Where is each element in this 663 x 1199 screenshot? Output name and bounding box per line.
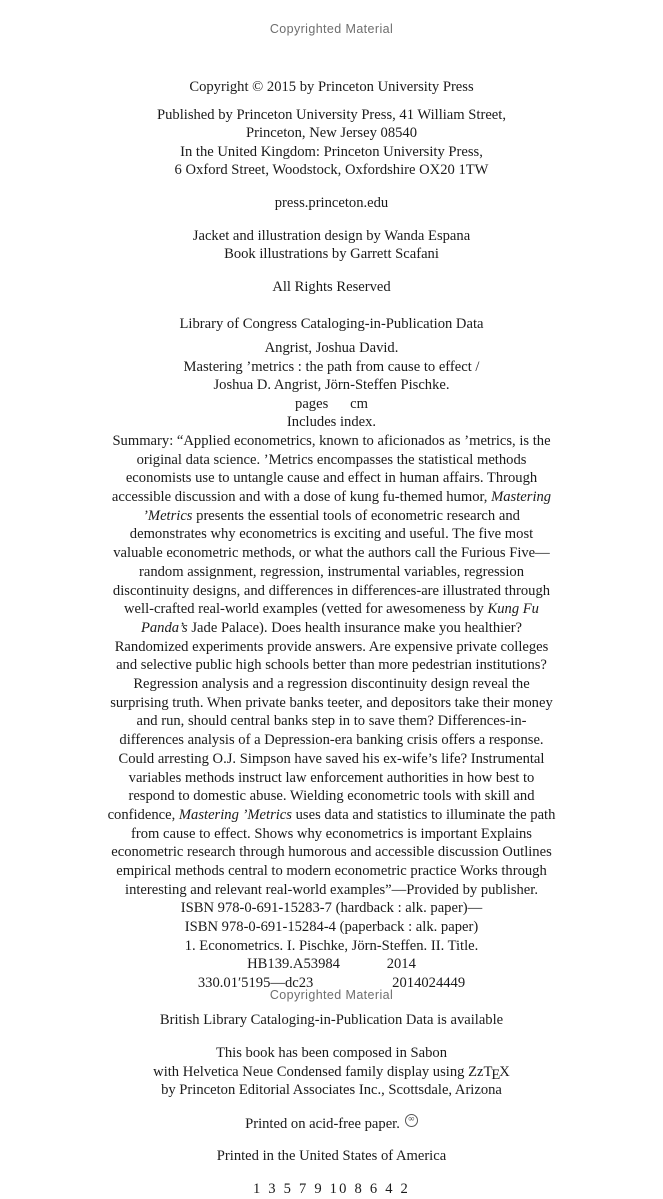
tex-logo-e: E — [491, 1066, 501, 1083]
page-content — [0, 78, 663, 1199]
watermark-top: Copyrighted Material — [269, 22, 394, 36]
summary-text-c: Jade Palace). Does health insurance make you healthier? Randomized experiments provide answers. Are expensive private colleges and selective public high schools better than more pedestrian institutions? Regression analysis and a regression discontinuity design reveal the surprising truth. When private banks teeter, and depositors take their money and run, should central banks step in to save them? Differences-in-differences analysis of a Depression-era banking crisis offers a response. Could arresting O.J. Simpson have saved his ex-wife’s life? Instrumental variables methods instruct law enforcement authorities in how best to respond to domestic abuse. Wielding econometric tools with skill and confidence, — [107, 619, 553, 823]
credits-block — [0, 227, 663, 264]
summary-italic-title-1: Mastering ’Metrics — [143, 489, 552, 524]
publisher-block — [0, 106, 663, 180]
copyright-statement: Copyright © 2015 by Princeton University Press — [189, 79, 474, 95]
composition-line-2 — [0, 1063, 663, 1082]
call-number: HB139.A53984 — [247, 956, 340, 973]
lccn-number: 2014024449 — [392, 974, 466, 991]
acid-free-paper-note — [0, 1114, 663, 1134]
illustration-credit: Book illustrations by Garrett Scafani — [224, 246, 439, 263]
dewey-number: 330.01′5195—dc23 — [197, 974, 314, 991]
publisher-line-2: Princeton, New Jersey 08540 — [245, 125, 418, 142]
publisher-line-4: 6 Oxford Street, Woodstock, Oxfordshire OX20 1TW — [174, 162, 489, 179]
publisher-website[interactable]: press.princeton.edu — [274, 194, 389, 211]
composition-line-2-text: with Helvetica Neue Condensed family display using ZzT — [153, 1063, 493, 1080]
loc-title: Mastering ’metrics : the path from cause to effect / — [183, 358, 480, 375]
composition-line-1: This book has been composed in Sabon — [215, 1045, 448, 1062]
printed-in-note: Printed in the United States of America — [216, 1148, 447, 1165]
summary-text-d: uses data and statistics to illuminate the path from cause to effect. Shows why econometrics is important Explains econometric research through humorous and accessible discussion Outlines empirical methods central to modern econometric practice Works through interesting and relevant real-world examples”—Provided by publisher. — [111, 806, 556, 898]
summary-italic-title-2: Kung Fu Panda’s — [140, 601, 539, 636]
watermark-bottom: Copyrighted Material — [269, 988, 394, 1002]
circled-infinity-icon — [405, 1114, 418, 1127]
british-library-note: British Library Cataloging-in-Publication Data is available — [159, 1012, 504, 1029]
isbn-paperback: ISBN 978-0-691-15284-4 (paperback : alk. paper) — [184, 919, 479, 936]
loc-author: Angrist, Joshua David. — [264, 339, 399, 356]
publisher-line-3: In the United Kingdom: Princeton University Press, — [180, 143, 483, 160]
summary-paragraph — [106, 432, 558, 900]
isbn-block — [0, 899, 663, 936]
jacket-design-credit: Jacket and illustration design by Wanda Espana — [192, 227, 471, 244]
acid-free-text: Printed on acid-free paper. — [245, 1115, 400, 1132]
publisher-line-1: Published by Princeton University Press, 41 William Street, — [157, 106, 506, 123]
subject-headings: 1. Econometrics. I. Pischke, Jörn-Steffen. II. Title. — [184, 937, 479, 954]
composition-line-3: by Princeton Editorial Associates Inc., Scottsdale, Arizona — [161, 1082, 502, 1099]
tex-logo-x: X — [499, 1063, 510, 1080]
composition-block — [0, 1044, 663, 1100]
pages-unit: cm — [350, 395, 368, 412]
summary-block — [106, 432, 558, 900]
loc-pages — [0, 395, 663, 414]
all-rights-reserved: All Rights Reserved — [272, 278, 391, 295]
classification-year: 2014 — [386, 956, 416, 973]
printing-number-line: 1 3 5 7 9 10 8 6 4 2 — [252, 1181, 411, 1198]
summary-italic-title-3: Mastering ’Metrics — [178, 806, 292, 823]
summary-text-a: Summary: “Applied econometrics, known to aficionados as ’metrics, is the original data science. ’Metrics encompasses the statistical methods economists use to untangle cause and effect in human affairs. Through accessible discussion and with a dose of kung fu-themed humor, — [111, 432, 551, 506]
isbn-hardback: ISBN 978-0-691-15283-7 (hardback : alk. paper)— — [180, 900, 483, 917]
loc-authors: Joshua D. Angrist, Jörn-Steffen Pischke. — [213, 377, 450, 394]
summary-text-b: presents the essential tools of econometric research and demonstrates why econometrics is exciting and useful. The five most valuable econometric methods, or what the authors call the Furious Five—random assignment, regression, instrumental variables, regression discontinuity designs, and differences in differences-are illustrated through well-crafted real-world examples (vetted for awesomeness by — [112, 507, 551, 618]
classification-call-number — [0, 955, 663, 974]
loc-cip-block — [0, 315, 663, 432]
loc-index-note: Includes index. — [286, 414, 377, 431]
pages-label: pages — [295, 395, 329, 412]
loc-heading: Library of Congress Cataloging-in-Publication Data — [179, 316, 484, 333]
